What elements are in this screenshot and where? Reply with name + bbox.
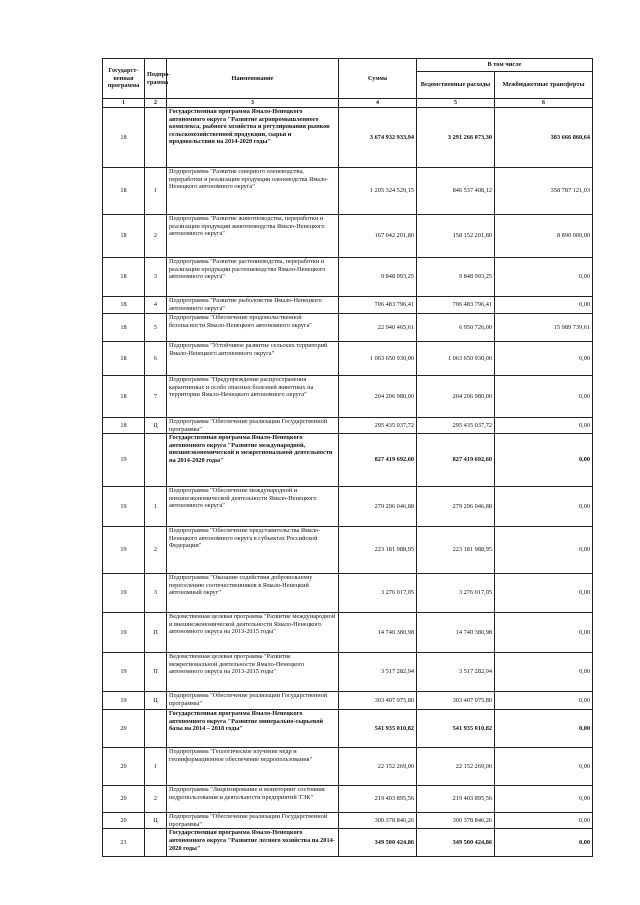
name-cell: Подпрограмма "Геологическое изучение недр и геоинформационное обеспечение недропользования" — [167, 748, 339, 786]
departmental-cell: 1 063 650 930,00 — [417, 342, 495, 376]
name-cell: Подпрограмма "Обеспечение реализации Государственной программы" — [167, 692, 339, 710]
departmental-cell: 22 152 269,00 — [417, 748, 495, 786]
departmental-cell: 295 435 037,72 — [417, 418, 495, 434]
transfers-cell: 0,00 — [495, 376, 593, 418]
name-cell: Подпрограмма "Обеспечение продовольственной безопасности Ямало-Ненецкого автономного округа" — [167, 314, 339, 342]
program-cell: 21 — [103, 829, 145, 857]
transfers-cell: 0,00 — [495, 418, 593, 434]
name-cell: Подпрограмма "Устойчивое развитие сельских территорий Ямало-Ненецкого автономного округа" — [167, 342, 339, 376]
table-row — [103, 215, 593, 258]
name-cell: Подпрограмма "Обеспечение реализации Государственной программы" — [167, 813, 339, 829]
subprogram-cell: 1 — [145, 748, 167, 786]
transfers-cell: 0,00 — [495, 258, 593, 297]
subprogram-cell: Ц — [145, 692, 167, 710]
table-row — [103, 314, 593, 342]
program-cell: 19 — [103, 487, 145, 527]
program-cell: 18 — [103, 376, 145, 418]
table-row — [103, 786, 593, 813]
table-row — [103, 418, 593, 434]
name-cell: Подпрограмма "Оказание содействия добровольному переселению соотечественников в Ямало-Ненецкий автономный округ" — [167, 574, 339, 613]
subprogram-cell: 3 — [145, 574, 167, 613]
table-row — [103, 434, 593, 487]
name-cell: Подпрограмма "Обеспечение реализации Государственной программы" — [167, 418, 339, 434]
transfers-cell: 0,00 — [495, 297, 593, 314]
table-row — [103, 653, 593, 692]
header-departmental: Ведомственные расходы — [417, 72, 495, 99]
program-cell: 19 — [103, 653, 145, 692]
departmental-cell: 9 848 993,25 — [417, 258, 495, 297]
subprogram-cell — [145, 710, 167, 748]
departmental-cell: 3 291 266 073,30 — [417, 108, 495, 168]
header-program: Государст-венная программа — [103, 59, 145, 99]
table-row — [103, 748, 593, 786]
header-index: 5 — [417, 99, 495, 108]
subprogram-cell: 1 — [145, 487, 167, 527]
transfers-cell: 0,00 — [495, 574, 593, 613]
transfers-cell: 0,00 — [495, 434, 593, 487]
program-cell: 19 — [103, 692, 145, 710]
transfers-cell: 0,00 — [495, 527, 593, 574]
departmental-cell: 14 740 380,98 — [417, 613, 495, 653]
header-transfers: Межбюджетные трансферты — [495, 72, 593, 99]
departmental-cell: 3 276 017,05 — [417, 574, 495, 613]
subprogram-cell: 1 — [145, 168, 167, 215]
header-index: 3 — [167, 99, 339, 108]
header-sum: Сумма — [339, 59, 417, 99]
sum-cell: 204 206 980,00 — [339, 376, 417, 418]
subprogram-cell: Ц — [145, 813, 167, 829]
header-subprogram: Подпро-грамма — [145, 59, 167, 99]
program-cell: 19 — [103, 434, 145, 487]
name-cell: Подпрограмма "Развитие рыболовства Ямало-Ненецкого автономного округа" — [167, 297, 339, 314]
departmental-cell: 706 483 796,41 — [417, 297, 495, 314]
sum-cell: 295 435 037,72 — [339, 418, 417, 434]
departmental-cell: 846 537 408,12 — [417, 168, 495, 215]
transfers-cell: 0,00 — [495, 613, 593, 653]
table-row — [103, 710, 593, 748]
program-cell: 19 — [103, 574, 145, 613]
sum-cell: 349 500 424,86 — [339, 829, 417, 857]
name-cell: Государственная программа Ямало-Ненецкого автономного округа "Развитие лесного хозяйства на 2014-2020 годы" — [167, 829, 339, 857]
transfers-cell: 0,00 — [495, 829, 593, 857]
header-index: 2 — [145, 99, 167, 108]
table-row — [103, 527, 593, 574]
subprogram-cell: 4 — [145, 297, 167, 314]
sum-cell: 300 378 846,26 — [339, 813, 417, 829]
name-cell: Подпрограмма "Развитие северного оленеводства, переработки и реализации продукции оленеводства Ямало-Ненецкого автономного округа" — [167, 168, 339, 215]
name-cell: Подпрограмма "Развитие растениеводства, переработки и реализации продукции растениеводства Ямало-Ненецкого автономного округа" — [167, 258, 339, 297]
subprogram-cell: 2 — [145, 786, 167, 813]
transfers-cell: 0,00 — [495, 710, 593, 748]
budget-table — [102, 58, 593, 857]
table-row — [103, 813, 593, 829]
departmental-cell: 827 419 692,60 — [417, 434, 495, 487]
subprogram-cell: 7 — [145, 376, 167, 418]
program-cell: 20 — [103, 786, 145, 813]
departmental-cell: 158 152 201,80 — [417, 215, 495, 258]
subprogram-cell: П — [145, 653, 167, 692]
transfers-cell: 0,00 — [495, 692, 593, 710]
header-index: 4 — [339, 99, 417, 108]
subprogram-cell: 6 — [145, 342, 167, 376]
program-cell: 18 — [103, 258, 145, 297]
subprogram-cell: П — [145, 613, 167, 653]
sum-cell: 706 483 796,41 — [339, 297, 417, 314]
name-cell: Государственная программа Ямало-Ненецкого автономного округа "Развитие международной, внешнеэкономической и межрегиональной деятельности на 2014-2020 годы" — [167, 434, 339, 487]
departmental-cell: 300 378 846,26 — [417, 813, 495, 829]
transfers-cell: 8 890 000,00 — [495, 215, 593, 258]
header-index: 1 — [103, 99, 145, 108]
program-cell: 18 — [103, 108, 145, 168]
table-row — [103, 168, 593, 215]
table-row — [103, 376, 593, 418]
name-cell: Подпрограмма "Развитие животноводства, переработки и реализации продукции животноводства Ямало-Ненецкого автономного округа" — [167, 215, 339, 258]
table-row — [103, 487, 593, 527]
header-index: 6 — [495, 99, 593, 108]
transfers-cell: 0,00 — [495, 342, 593, 376]
name-cell: Ведомственная целевая программа "Развитие международной и внешнеэкономической деятельности Ямало-Ненецкого автономного округа на 2013-2015 годы" — [167, 613, 339, 653]
sum-cell: 541 935 010,82 — [339, 710, 417, 748]
program-cell: 19 — [103, 527, 145, 574]
table-row — [103, 342, 593, 376]
table-row — [103, 692, 593, 710]
program-cell: 18 — [103, 342, 145, 376]
departmental-cell: 6 950 726,00 — [417, 314, 495, 342]
transfers-cell: 0,00 — [495, 813, 593, 829]
sum-cell: 22 152 269,00 — [339, 748, 417, 786]
sum-cell: 3 517 282,94 — [339, 653, 417, 692]
sum-cell: 22 940 465,61 — [339, 314, 417, 342]
sum-cell: 9 848 993,25 — [339, 258, 417, 297]
name-cell: Подпрограмма "Обеспечение представительства Ямало-Ненецкого автономного округа в субъектах Российской Федерации" — [167, 527, 339, 574]
table-row — [103, 829, 593, 857]
departmental-cell: 541 935 010,82 — [417, 710, 495, 748]
name-cell: Подпрограмма "Предупреждение распространения карантинных и особо опасных болезней животных на территории Ямало-Ненецкого автономного округа" — [167, 376, 339, 418]
table-body — [103, 108, 593, 857]
name-cell: Подпрограмма "Лицензирование и мониторинг состояния недропользования и деятельности предприятий ТЭК" — [167, 786, 339, 813]
sum-cell: 827 419 692,60 — [339, 434, 417, 487]
departmental-cell: 279 296 046,88 — [417, 487, 495, 527]
transfers-cell: 15 989 739,61 — [495, 314, 593, 342]
program-cell: 18 — [103, 418, 145, 434]
subprogram-cell: 5 — [145, 314, 167, 342]
subprogram-cell: 3 — [145, 258, 167, 297]
header-name: Наименование — [167, 59, 339, 99]
subprogram-cell: 2 — [145, 527, 167, 574]
table-row — [103, 613, 593, 653]
sum-cell: 3 276 017,05 — [339, 574, 417, 613]
program-cell: 18 — [103, 297, 145, 314]
program-cell: 20 — [103, 813, 145, 829]
name-cell: Ведомственная целевая программа "Развитие межрегиональной деятельности Ямало-Ненецкого автономного округа на 2013-2015 годы" — [167, 653, 339, 692]
subprogram-cell — [145, 108, 167, 168]
name-cell: Государственная программа Ямало-Ненецкого автономного округа "Развитие минерально-сырьевой базы на 2014 – 2018 годы" — [167, 710, 339, 748]
departmental-cell: 349 500 424,86 — [417, 829, 495, 857]
name-cell: Государственная программа Ямало-Ненецкого автономного округа "Развитие агропромышленного комплекса, рыбного хозяйства и регулирования рынков сельскохозяйственной продукции, сырья и продовольствия на 2014-2020 годы" — [167, 108, 339, 168]
subprogram-cell — [145, 829, 167, 857]
subprogram-cell: Ц — [145, 418, 167, 434]
table-row — [103, 574, 593, 613]
transfers-cell: 0,00 — [495, 487, 593, 527]
sum-cell: 3 674 932 933,94 — [339, 108, 417, 168]
sum-cell: 167 042 201,80 — [339, 215, 417, 258]
sum-cell: 14 740 380,98 — [339, 613, 417, 653]
table-row — [103, 297, 593, 314]
sum-cell: 279 296 046,88 — [339, 487, 417, 527]
subprogram-cell: 2 — [145, 215, 167, 258]
transfers-cell: 0,00 — [495, 748, 593, 786]
program-cell: 18 — [103, 168, 145, 215]
transfers-cell: 383 666 860,64 — [495, 108, 593, 168]
departmental-cell: 223 181 988,95 — [417, 527, 495, 574]
departmental-cell: 219 403 895,56 — [417, 786, 495, 813]
table-row — [103, 108, 593, 168]
sum-cell: 223 181 988,95 — [339, 527, 417, 574]
header-including: В том числе — [417, 59, 593, 72]
sum-cell: 219 403 895,56 — [339, 786, 417, 813]
subprogram-cell — [145, 434, 167, 487]
sum-cell: 1 205 324 529,15 — [339, 168, 417, 215]
name-cell: Подпрограмма "Обеспечение международной и внешнеэкономической деятельности Ямало-Ненецкого автономного округа" — [167, 487, 339, 527]
program-cell: 20 — [103, 710, 145, 748]
program-cell: 18 — [103, 314, 145, 342]
transfers-cell: 0,00 — [495, 653, 593, 692]
sum-cell: 1 063 650 930,00 — [339, 342, 417, 376]
program-cell: 20 — [103, 748, 145, 786]
departmental-cell: 303 407 975,80 — [417, 692, 495, 710]
transfers-cell: 358 787 121,03 — [495, 168, 593, 215]
departmental-cell: 204 206 980,00 — [417, 376, 495, 418]
program-cell: 19 — [103, 613, 145, 653]
table-row — [103, 258, 593, 297]
transfers-cell: 0,00 — [495, 786, 593, 813]
sum-cell: 303 407 975,80 — [339, 692, 417, 710]
departmental-cell: 3 517 282,94 — [417, 653, 495, 692]
program-cell: 18 — [103, 215, 145, 258]
